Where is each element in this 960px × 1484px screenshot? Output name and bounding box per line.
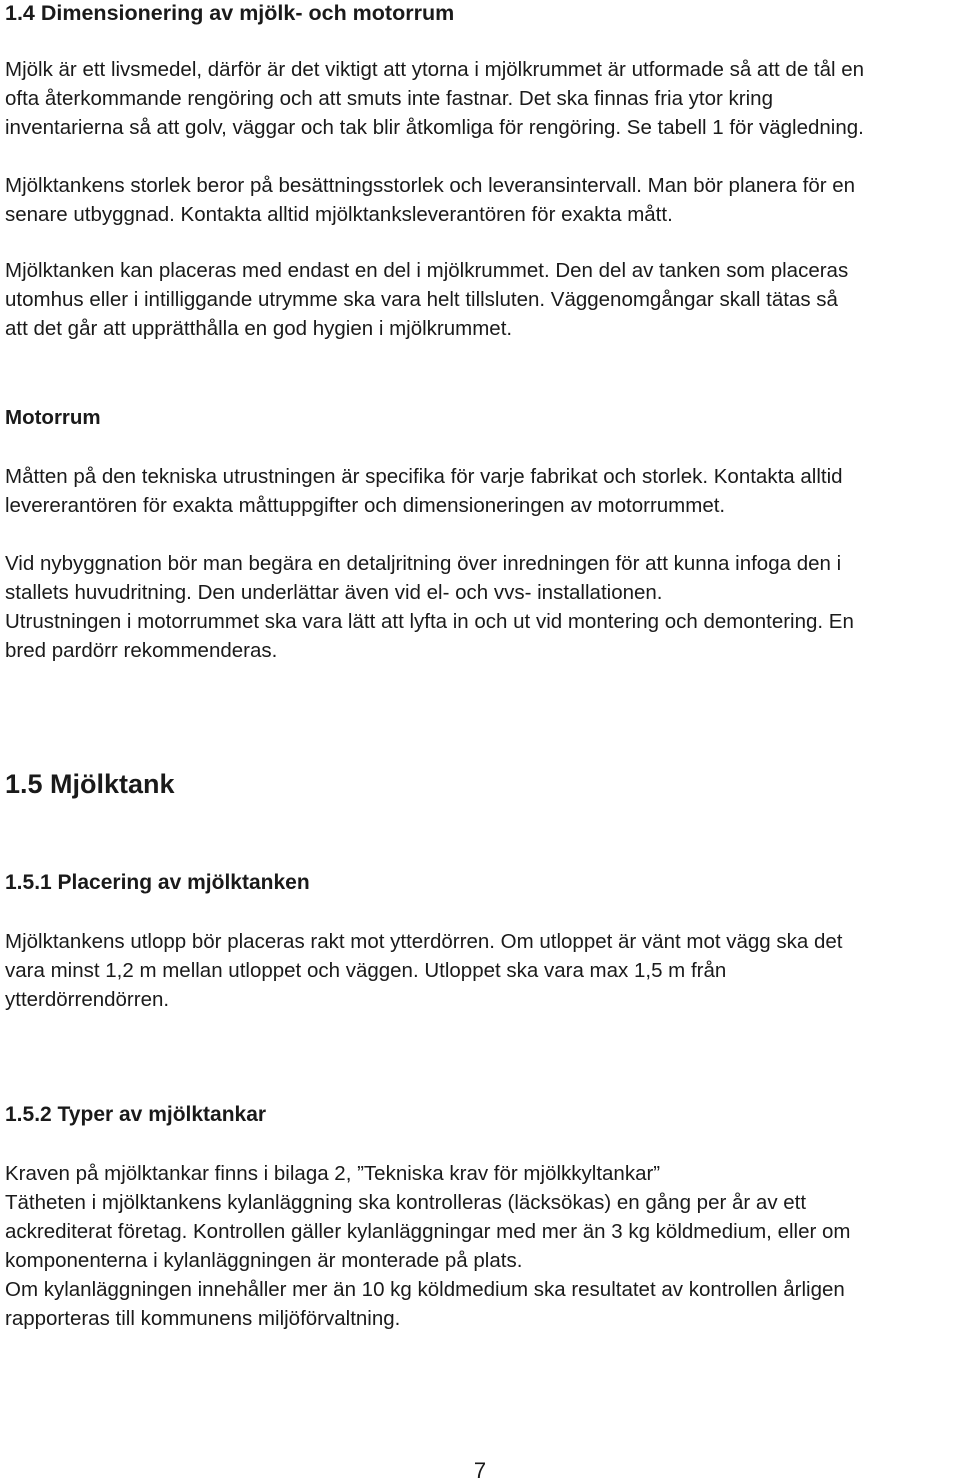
paragraph-milk-room-hygiene bbox=[5, 55, 955, 142]
subsection-heading-1-5-2: 1.5.2 Typer av mjölktankar bbox=[5, 1103, 267, 1126]
text-line: levererantören för exakta måttuppgifter och dimensioneringen av motorrummet. bbox=[5, 494, 726, 517]
text-line: inventarierna så att golv, väggar och tak blir åtkomliga för rengöring. Se tabell 1 för vägledning. bbox=[5, 116, 864, 139]
text-line: Mjölktankens utlopp bör placeras rakt mot ytterdörren. Om utloppet är vänt mot vägg ska det bbox=[5, 930, 843, 953]
paragraph-tank-requirements bbox=[5, 1159, 955, 1333]
paragraph-tank-size bbox=[5, 171, 955, 229]
text-line: Mjölktanken kan placeras med endast en del i mjölkrummet. Den del av tanken som placeras bbox=[5, 259, 849, 282]
text-line: komponenterna i kylanläggningen är monterade på plats. bbox=[5, 1249, 523, 1272]
text-line: Tätheten i mjölktankens kylanläggning ska kontrolleras (läcksökas) en gång per år av ett bbox=[5, 1191, 807, 1214]
text-line: Vid nybyggnation bör man begära en detaljritning över inredningen för att kunna infoga den i bbox=[5, 552, 842, 575]
text-line: stallets huvudritning. Den underlättar även vid el- och vvs- installationen. bbox=[5, 581, 663, 604]
paragraph-tank-outlet bbox=[5, 927, 955, 1014]
text-line: ofta återkommande rengöring och att smuts inte fastnar. Det ska finnas fria ytor kring bbox=[5, 87, 773, 110]
subsection-heading-1-5-1: 1.5.1 Placering av mjölktanken bbox=[5, 871, 310, 894]
text-line: rapporteras till kommunens miljöförvaltning. bbox=[5, 1307, 401, 1330]
text-line: Måtten på den tekniska utrustningen är specifika för varje fabrikat och storlek. Kontakta alltid bbox=[5, 465, 843, 488]
paragraph-new-construction bbox=[5, 549, 955, 665]
page-number: 7 bbox=[473, 1458, 487, 1483]
subheading-motorrum: Motorrum bbox=[5, 406, 101, 429]
section-heading-1-4: 1.4 Dimensionering av mjölk- och motorrum bbox=[5, 1, 455, 25]
paragraph-equipment-dimensions bbox=[5, 462, 955, 520]
text-line: vara minst 1,2 m mellan utloppet och väggen. Utloppet ska vara max 1,5 m från bbox=[5, 959, 727, 982]
text-line: ytterdörrendörren. bbox=[5, 988, 170, 1011]
text-line: ackrediterat företag. Kontrollen gäller kylanläggningar med mer än 3 kg köldmedium, eller om bbox=[5, 1220, 851, 1243]
text-line: utomhus eller i intilliggande utrymme ska vara helt tillsluten. Väggenomgångar skall tätas så bbox=[5, 288, 838, 311]
text-line: Mjölk är ett livsmedel, därför är det viktigt att ytorna i mjölkrummet är utformade så att de tål en bbox=[5, 58, 865, 81]
text-line: Mjölktankens storlek beror på besättningsstorlek och leveransintervall. Man bör planera för en bbox=[5, 174, 856, 197]
section-heading-1-5: 1.5 Mjölktank bbox=[5, 769, 175, 799]
text-line: att det går att upprätthålla en god hygien i mjölkrummet. bbox=[5, 317, 513, 340]
text-line: Utrustningen i motorrummet ska vara lätt att lyfta in och ut vid montering och demontering. En bbox=[5, 610, 854, 633]
text-line: bred pardörr rekommenderas. bbox=[5, 639, 278, 662]
text-line: senare utbyggnad. Kontakta alltid mjölktanksleverantören för exakta mått. bbox=[5, 203, 673, 226]
text-line: Kraven på mjölktankar finns i bilaga 2, ”Tekniska krav för mjölkkyltankar” bbox=[5, 1162, 661, 1185]
text-line: Om kylanläggningen innehåller mer än 10 kg köldmedium ska resultatet av kontrollen årligen bbox=[5, 1278, 845, 1301]
paragraph-tank-placement bbox=[5, 256, 955, 343]
